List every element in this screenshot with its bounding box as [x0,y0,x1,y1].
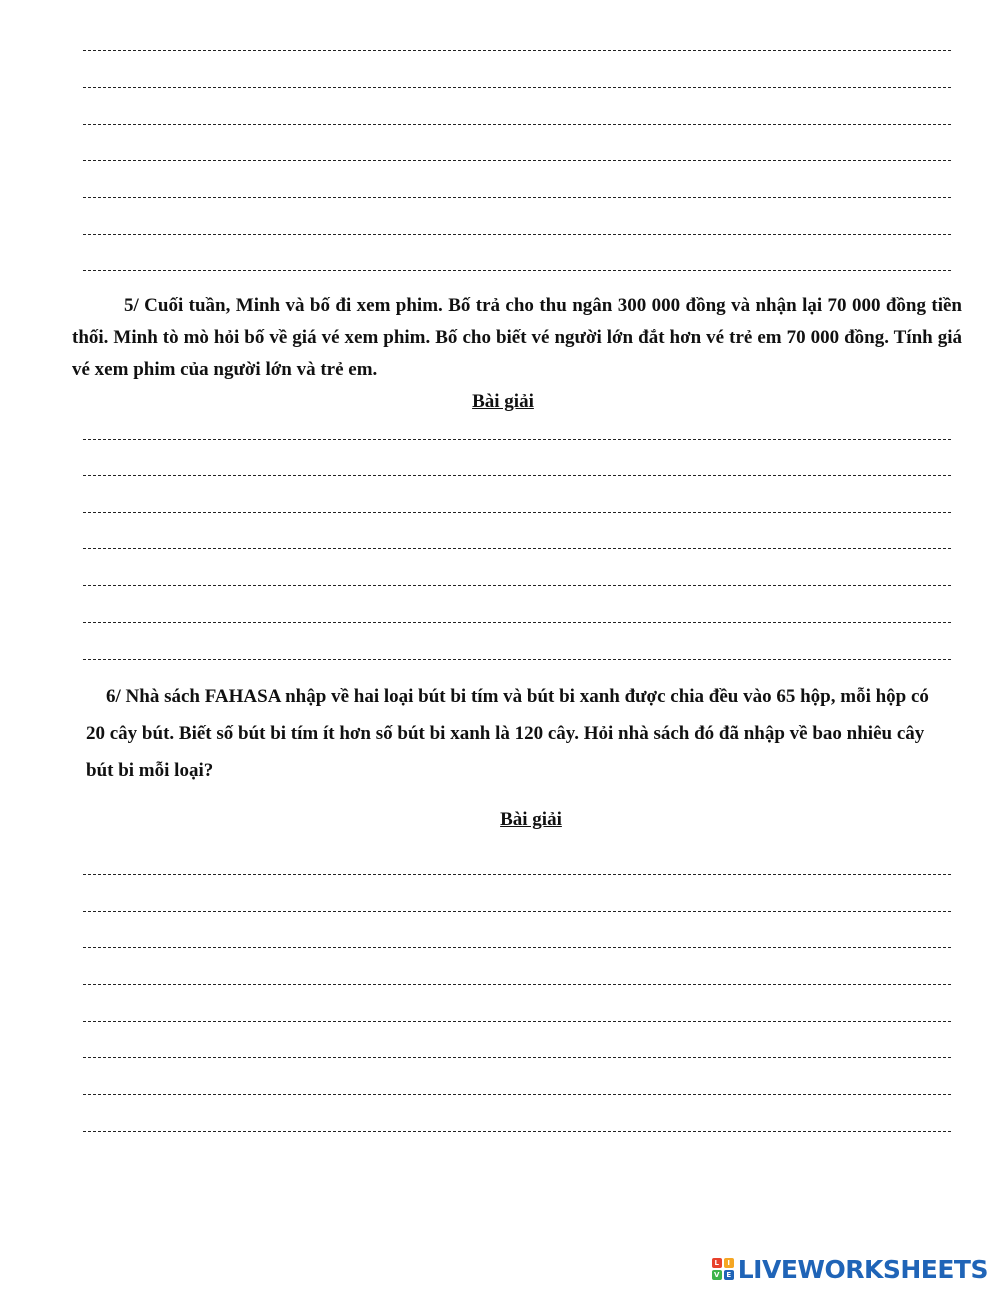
liveworksheets-logo [712,1254,988,1284]
answer-line[interactable] [83,947,951,948]
logo-text: LIVEWORKSHEETS [737,1254,988,1284]
answer-line[interactable] [83,50,951,51]
exercise-6-solution-heading: Bài giải [500,809,562,830]
answer-line[interactable] [83,1094,951,1095]
logo-mark-tile: L [712,1258,722,1268]
logo-mark-tile: E [724,1270,734,1280]
answer-line[interactable] [83,874,951,875]
exercise-5-solution-heading: Bài giải [472,391,534,412]
logo-mark-tile: I [724,1258,734,1268]
answer-line[interactable] [83,1131,951,1132]
answer-line[interactable] [83,622,951,623]
answer-line[interactable] [83,984,951,985]
answer-line[interactable] [83,439,951,440]
answer-line[interactable] [83,1021,951,1022]
answer-line[interactable] [83,659,951,660]
answer-line[interactable] [83,1057,951,1058]
answer-line[interactable] [83,512,951,513]
answer-line[interactable] [83,270,951,271]
answer-line[interactable] [83,160,951,161]
answer-line[interactable] [83,197,951,198]
logo-mark-icon [712,1258,734,1280]
exercise-5-text: 5/ Cuối tuần, Minh và bố đi xem phim. Bố trả cho thu ngân 300 000 đồng và nhận lại 70 000 đồng tiền thối. Minh tò mò hỏi bố về giá vé xem phim. Bố cho biết vé người lớn đắt hơn vé trẻ em 70 000 đồng. Tính giá vé xem phim của người lớn và trẻ em. [72,295,962,380]
answer-line[interactable] [83,585,951,586]
exercise-6-text: 6/ Nhà sách FAHASA nhập về hai loại bút bi tím và bút bi xanh được chia đều vào 65 hộp, mỗi hộp có 20 cây bút. Biết số bút bi tím ít hơn số bút bi xanh là 120 cây. Hỏi nhà sách đó đã nhập về bao nhiêu cây bút bi mỗi loại? [86,686,929,781]
answer-line[interactable] [83,124,951,125]
answer-line[interactable] [83,87,951,88]
answer-line[interactable] [83,475,951,476]
answer-line[interactable] [83,234,951,235]
answer-line[interactable] [83,548,951,549]
answer-line[interactable] [83,911,951,912]
logo-mark-tile: V [712,1270,722,1280]
